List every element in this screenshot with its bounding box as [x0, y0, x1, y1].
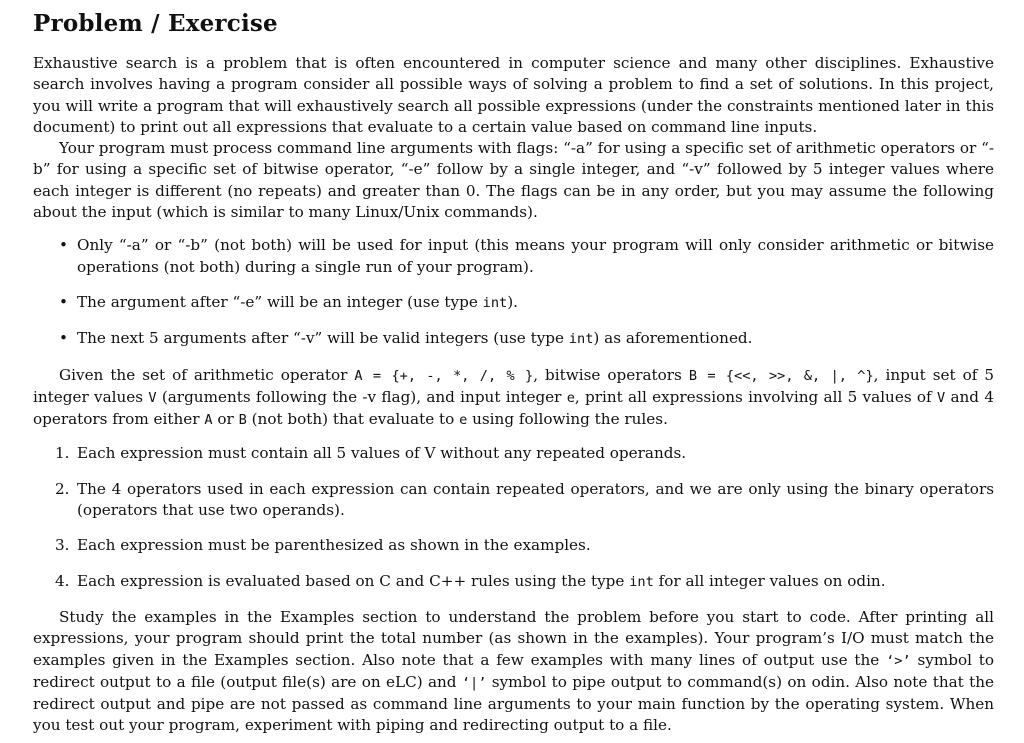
code-inline: B: [238, 412, 247, 429]
rule-number: 1.: [55, 444, 70, 463]
intro-paragraph: Exhaustive search is a problem that is often encountered in computer science and many other disciplines. Exhaustive search involves having a program consider all possible ways of solving a problem to find a set of solutions. In this project, you will write a program that will exhaustively search all possible expressions (under the constraints mentioned later in this document) to print out all expressions that evaluate to a certain value based on command line inputs.: [33, 54, 994, 136]
list-item: • The next 5 arguments after “-v” will be valid integers (use type int) as aforementioned.: [33, 328, 994, 350]
list-item: • Only “-a” or “-b” (not both) will be used for input (this means your program will only consider arithmetic or bitwise operations (not both) during a single run of your program).: [59, 236, 994, 276]
list-item: • The argument after “-e” will be an integer (use type int).: [33, 292, 994, 314]
assumption-list: [33, 235, 994, 350]
flags-paragraph: Your program must process command line arguments with flags: “-a” for using a specific set of arithmetic operators or “-b” for using a specific set of bitwise operator, “-e” follow by a single integer, and “-v” followed by 5 integer values where each integer is different (no repeats) and greater than 0. The flags can be in any order, but you may assume the following about the input (which is similar to many Linux/Unix commands).: [33, 139, 994, 222]
page-title: Problem / Exercise: [33, 10, 278, 37]
code-inline: e: [459, 412, 468, 429]
code-inline: A = {+, -, *, /, % }: [354, 367, 534, 384]
code-inline: ‘|’: [461, 674, 487, 691]
code-inline: ‘>’: [886, 652, 911, 669]
rule-number: 4.: [55, 571, 70, 590]
list-item: 3. Each expression must be parenthesized as shown in the examples.: [33, 535, 994, 556]
rule-number: 3.: [55, 536, 70, 555]
list-item: 1. Each expression must contain all 5 values of V without any repeated operands.: [33, 443, 994, 464]
code-inline: e: [566, 389, 575, 406]
bullet-marker: •: [59, 329, 68, 348]
bullet-marker: •: [59, 292, 68, 311]
bullet-marker: •: [59, 236, 68, 255]
code-inline: V: [148, 389, 157, 406]
code-inline: int: [568, 331, 594, 348]
code-inline: A: [204, 412, 213, 429]
rule-number: 2.: [55, 479, 70, 498]
given-paragraph: Given the set of arithmetic operator A = {+, -, *, /, % }, bitwise operators B = {<<, >>, &, |, ^}, input set of 5 integer values V (arguments following the -v flag), and input integer e, print all expressions involving all 5 values of V and 4 operators from either A or B (not both) that evaluate to e using following the rules.: [33, 365, 994, 429]
rules-list: [33, 443, 994, 592]
code-inline: int: [629, 573, 654, 590]
study-paragraph: Study the examples in the Examples section to understand the problem before you start to code. After printing all expressions, your program should print the total number (as shown in the examples). Your program’s I/O must match the examples given in the Examples section. Also note that a few examples with many lines of output use the ‘>’ symbol to redirect output to a file (output file(s) are on eLC) and ‘|’ symbol to pipe output to command(s) on odin. Also note that the redirect output and pipe are not passed as command line arguments to your main function by the operating system. When you test out your program, experiment with piping and redirecting output to a file.: [33, 607, 994, 735]
code-inline: int: [482, 294, 508, 311]
code-inline: V: [936, 389, 946, 406]
list-item: 4. Each expression is evaluated based on C and C++ rules using the type int for all integer values on odin.: [33, 571, 994, 593]
list-item: 2. The 4 operators used in each expression can contain repeated operators, and we are only using the binary operators (operators that use two operands).: [55, 479, 994, 520]
code-inline: B = {<<, >>, &, |, ^}: [688, 367, 874, 384]
